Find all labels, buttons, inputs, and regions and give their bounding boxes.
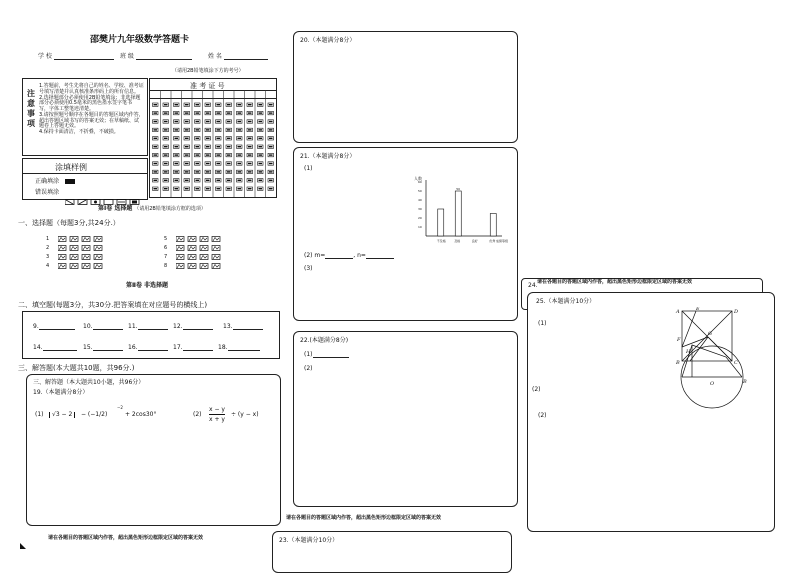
- bubble-mark-icon: [269, 112, 273, 113]
- bubble-mark-icon: [175, 129, 179, 130]
- mc-number: 2: [46, 245, 50, 251]
- option-letter-icon: [71, 265, 77, 269]
- bubble-mark-icon: [175, 104, 179, 105]
- bubble-mark-icon: [185, 180, 189, 181]
- bubble-mark-icon: [185, 112, 189, 113]
- bubble-mark-icon: [196, 112, 200, 113]
- option-letter-icon: [59, 265, 65, 269]
- bubble-mark-icon: [154, 163, 158, 164]
- notice-line: 号填写清楚并认真核准条形码上的所有信息。: [39, 88, 140, 95]
- q21-p3: (3): [304, 265, 313, 272]
- blank-12[interactable]: [173, 323, 213, 330]
- bubble-mark-icon: [269, 171, 273, 172]
- q19-title: 19.（本题满分8分）: [33, 389, 89, 396]
- option-letter-icon: [189, 265, 195, 269]
- fill-example-box: [22, 158, 148, 200]
- bubble-mark-icon: [175, 171, 179, 172]
- blank-label: 13.: [223, 323, 233, 330]
- blank-17[interactable]: [173, 344, 213, 351]
- bubble-mark-icon: [248, 129, 252, 130]
- bubble-mark-icon: [238, 121, 242, 122]
- bubble-mark-icon: [164, 171, 168, 172]
- blank-10[interactable]: [83, 323, 123, 330]
- y-axis-label: 人数: [414, 176, 422, 181]
- q25-p3: (2): [538, 412, 547, 419]
- bubble-mark-icon: [227, 171, 231, 172]
- option-letter-icon: [189, 238, 195, 242]
- blank-label: 16.: [128, 344, 138, 351]
- bubble-mark-icon: [154, 138, 158, 139]
- bubble-mark-icon: [217, 138, 221, 139]
- bubble-mark-icon: [238, 146, 242, 147]
- y-tick-label: 60: [418, 180, 422, 184]
- bubble-mark-icon: [185, 138, 189, 139]
- option-letter-icon: [213, 247, 219, 251]
- option-letter-icon: [177, 256, 183, 260]
- q22-p1-label: (1): [304, 351, 313, 358]
- notice-line: 2.选择题部分必须使用2B铅笔填涂；非选择题: [39, 94, 141, 101]
- bubble-mark-icon: [227, 146, 231, 147]
- bubble-mark-icon: [269, 121, 273, 122]
- bubble-mark-icon: [248, 188, 252, 189]
- q22-title: 22.(本题满分8分): [300, 337, 349, 344]
- option-letter-icon: [189, 256, 195, 260]
- y-tick-label: 30: [418, 207, 422, 211]
- bubble-mark-icon: [227, 163, 231, 164]
- q20-title: 20.（本题满分8分）: [300, 37, 356, 44]
- bubble-mark-icon: [154, 154, 158, 155]
- bubble-mark-icon: [238, 188, 242, 189]
- notice-line: 题卷上答题无效。: [39, 123, 80, 130]
- bubble-mark-icon: [238, 104, 242, 105]
- mc-bubbles-right[interactable]: [176, 236, 236, 272]
- bubble-mark-icon: [196, 104, 200, 105]
- q25-title: 25.（本题满分10分）: [536, 298, 596, 305]
- corner-mark-icon: [20, 534, 26, 540]
- label-e: E: [696, 307, 700, 312]
- part1-heading: [98, 206, 206, 212]
- bubble-mark-icon: [248, 138, 252, 139]
- bubble-mark-icon: [164, 188, 168, 189]
- bubble-mark-icon: [227, 129, 231, 130]
- option-letter-icon: [83, 238, 89, 242]
- blank-label: 14.: [33, 344, 43, 351]
- bubble-mark-icon: [196, 163, 200, 164]
- bubble-mark-icon: [154, 129, 158, 130]
- option-letter-icon: [201, 256, 207, 260]
- bubble-mark-icon: [154, 104, 158, 105]
- mc-number: 3: [46, 254, 50, 260]
- bubble-mark-icon: [248, 154, 252, 155]
- answer-box-22[interactable]: [293, 331, 518, 507]
- option-letter-icon: [59, 238, 65, 242]
- bubble-mark-icon: [238, 129, 242, 130]
- bubble-mark-icon: [259, 171, 263, 172]
- bubble-mark-icon: [248, 104, 252, 105]
- bubble-mark-icon: [259, 180, 263, 181]
- q23-title: 23.（本题满分10分）: [279, 537, 339, 544]
- mc-number: 7: [164, 254, 168, 260]
- label-o: O: [710, 381, 715, 387]
- correct-fill-mark: [65, 179, 75, 184]
- bubble-mark-icon: [196, 138, 200, 139]
- blank-label: 18.: [218, 344, 228, 351]
- q19-p2-denominator: x + y: [209, 416, 225, 423]
- bubble-mark-icon: [196, 171, 200, 172]
- bubble-mark-icon: [227, 138, 231, 139]
- bubble-mark-icon: [175, 154, 179, 155]
- bubble-mark-icon: [175, 188, 179, 189]
- bubble-mark-icon: [196, 180, 200, 181]
- x-axis-label: 成绩等级: [496, 239, 509, 243]
- blank-15[interactable]: [83, 344, 123, 351]
- q21-p2[interactable]: [304, 252, 394, 259]
- option-letter-icon: [177, 265, 183, 269]
- bubble-mark-icon: [217, 112, 221, 113]
- blank-14[interactable]: [33, 344, 77, 351]
- bubble-mark-icon: [269, 138, 273, 139]
- y-tick-label: 10: [418, 225, 422, 229]
- bubble-mark-icon: [238, 180, 242, 181]
- bubble-mark-icon: [217, 163, 221, 164]
- bubble-mark-icon: [269, 180, 273, 181]
- blank-label: 12.: [173, 323, 183, 330]
- mc-bubbles-left[interactable]: [58, 236, 118, 272]
- mc-section-title: 一、选择题（每题3分,共24分.）: [18, 219, 120, 227]
- q22-p2: (2): [304, 365, 313, 372]
- class-field[interactable]: [120, 53, 192, 60]
- bubble-mark-icon: [175, 112, 179, 113]
- bubble-mark-icon: [185, 121, 189, 122]
- bubble-mark-icon: [238, 138, 242, 139]
- q24-title: 24.: [528, 282, 538, 289]
- bubble-mark-icon: [206, 154, 210, 155]
- fill-blank-box: [22, 311, 280, 359]
- mc-group-left[interactable]: [46, 236, 136, 276]
- q19-head: 三、解答题（本大题共10小题，共96分）: [33, 379, 145, 386]
- q19-p2-numerator: x − y: [209, 406, 225, 413]
- q22-p1[interactable]: [304, 351, 349, 358]
- bubble-mark-icon: [248, 112, 252, 113]
- bubble-mark-icon: [248, 171, 252, 172]
- bubble-mark-icon: [217, 146, 221, 147]
- q21-n-label: , n=: [353, 252, 366, 259]
- answer-box-23[interactable]: [272, 531, 512, 573]
- bubble-mark-icon: [269, 129, 273, 130]
- option-letter-icon: [201, 265, 207, 269]
- bubble-mark-icon: [238, 154, 242, 155]
- fill-example-title: 涂填样例: [55, 163, 87, 172]
- q19-p1-power: − (−1/2): [81, 411, 108, 418]
- bubble-mark-icon: [164, 163, 168, 164]
- mc-group-right[interactable]: [164, 236, 254, 276]
- bubble-mark-icon: [238, 163, 242, 164]
- bubble-mark-icon: [175, 146, 179, 147]
- name-label: 姓 名: [208, 53, 222, 60]
- notice-line: 4.保持卡面清洁，不折叠，不破损。: [39, 129, 119, 135]
- label-c: C: [734, 360, 738, 366]
- q19-p1-exponent: −2: [117, 405, 123, 410]
- option-letter-icon: [83, 247, 89, 251]
- q21-title: 21.（本题满分8分）: [300, 153, 356, 160]
- bubble-mark-icon: [259, 112, 263, 113]
- bubble-mark-icon: [185, 129, 189, 130]
- bubble-mark-icon: [206, 112, 210, 113]
- label-b2: B: [743, 379, 747, 385]
- notice-label: 注意事项: [27, 89, 35, 128]
- bubble-mark-icon: [164, 112, 168, 113]
- q25-p1: (1): [538, 320, 547, 327]
- bubble-mark-icon: [206, 163, 210, 164]
- mc-number: 5: [164, 236, 168, 242]
- bubble-mark-icon: [206, 188, 210, 189]
- bubble-mark-icon: [196, 129, 200, 130]
- bubble-mark-icon: [259, 154, 263, 155]
- bubble-mark-icon: [154, 180, 158, 181]
- bubble-mark-icon: [185, 104, 189, 105]
- bubble-mark-icon: [248, 163, 252, 164]
- label-f: F: [677, 337, 681, 343]
- wrong-fill-label: 错误填涂: [35, 189, 60, 196]
- bubble-mark-icon: [154, 112, 158, 113]
- notice-line: 写，字体工整笔迹清楚。: [39, 106, 95, 112]
- part2-title: 第Ⅱ卷 非选择题: [126, 282, 169, 289]
- answer-box-21[interactable]: [293, 147, 518, 321]
- bubble-mark-icon: [185, 171, 189, 172]
- option-letter-icon: [201, 238, 207, 242]
- part1-title: 第Ⅰ卷 选择题: [98, 205, 133, 212]
- bubble-mark-icon: [196, 121, 200, 122]
- option-letter-icon: [177, 247, 183, 251]
- bubble-mark-icon: [259, 188, 263, 189]
- option-letter-icon: [213, 256, 219, 260]
- option-letter-icon: [95, 238, 101, 242]
- blank-13[interactable]: [223, 323, 263, 330]
- bubble-mark-icon: [227, 104, 231, 105]
- q19-p2-label: (2): [193, 411, 202, 418]
- blank-16[interactable]: [128, 344, 168, 351]
- bar: [455, 191, 461, 236]
- bubble-mark-icon: [175, 121, 179, 122]
- bubble-mark-icon: [206, 180, 210, 181]
- bubble-mark-icon: [206, 146, 210, 147]
- bar: [490, 214, 496, 237]
- blank-label: 11.: [128, 323, 138, 330]
- bubble-mark-icon: [164, 154, 168, 155]
- answer-box-25[interactable]: [527, 292, 775, 532]
- name-field[interactable]: [208, 53, 268, 60]
- bubble-mark-icon: [269, 104, 273, 105]
- label-b: B: [676, 360, 680, 366]
- bubble-mark-icon: [164, 138, 168, 139]
- mc-number: 8: [164, 263, 168, 269]
- bubble-mark-icon: [259, 129, 263, 130]
- y-tick-label: 40: [418, 198, 422, 202]
- bubble-mark-icon: [217, 180, 221, 181]
- bubble-mark-icon: [227, 188, 231, 189]
- y-tick-label: 50: [418, 189, 422, 193]
- footer-note-left: 请在各题目的答题区域内作答，超出黑色矩形边框限定区域的答案无效: [48, 535, 204, 541]
- footer-note-middle: 请在各题目的答题区域内作答，超出黑色矩形边框限定区域的答案无效: [286, 515, 442, 521]
- bubble-mark-icon: [269, 154, 273, 155]
- q21-p1: (1): [304, 165, 313, 172]
- bubble-mark-icon: [196, 188, 200, 189]
- bubble-mark-icon: [154, 188, 158, 189]
- bubble-mark-icon: [185, 188, 189, 189]
- option-letter-icon: [71, 247, 77, 251]
- bubble-mark-icon: [227, 121, 231, 122]
- bubble-mark-icon: [269, 146, 273, 147]
- option-letter-icon: [83, 256, 89, 260]
- geometry-figure: [668, 307, 758, 421]
- notice-lines: [39, 84, 144, 136]
- blank-label: 9.: [33, 323, 39, 330]
- exam-no-grid[interactable]: [149, 78, 277, 198]
- answer-box-20[interactable]: [293, 31, 518, 143]
- bubble-mark-icon: [196, 146, 200, 147]
- bubble-mark-icon: [248, 146, 252, 147]
- bubble-mark-icon: [206, 129, 210, 130]
- mc-number: 6: [164, 245, 168, 251]
- q25-p2: (2): [532, 386, 541, 393]
- blank-label: 10.: [83, 323, 93, 330]
- x-tick-label: 优秀: [489, 239, 496, 243]
- option-letter-icon: [71, 256, 77, 260]
- blank-label: 17.: [173, 344, 183, 351]
- bubble-mark-icon: [164, 129, 168, 130]
- bubble-mark-icon: [217, 121, 221, 122]
- q19-p1-label: (1): [35, 411, 44, 418]
- part1-hint: （请用2B铅笔填涂方框的选项）: [134, 206, 206, 212]
- bubble-mark-icon: [164, 180, 168, 181]
- notice-box: [22, 78, 148, 156]
- bubble-mark-icon: [164, 104, 168, 105]
- option-letter-icon: [59, 256, 65, 260]
- option-letter-icon: [71, 238, 77, 242]
- option-letter-icon: [95, 247, 101, 251]
- bubble-mark-icon: [154, 146, 158, 147]
- bubble-mark-icon: [175, 163, 179, 164]
- bubble-mark-icon: [217, 154, 221, 155]
- label-a: A: [676, 309, 680, 315]
- bubble-mark-icon: [259, 104, 263, 105]
- notice-line: 部分必须使用0.5毫米的黑色墨水签字笔书: [39, 100, 132, 107]
- option-letter-icon: [59, 247, 65, 251]
- bubble-mark-icon: [175, 180, 179, 181]
- option-letter-icon: [213, 265, 219, 269]
- exam-no-hint: （请用2B铅笔填涂下方的考号）: [172, 68, 244, 74]
- label-d: D: [734, 309, 739, 315]
- bubble-mark-icon: [259, 163, 263, 164]
- x-tick-label: 不及格: [436, 239, 446, 243]
- bubble-mark-icon: [238, 171, 242, 172]
- option-letter-icon: [189, 247, 195, 251]
- bubble-mark-icon: [259, 146, 263, 147]
- notice-line: 超出答题区域书写的答案无效；在草稿纸、试: [39, 117, 140, 124]
- bubble-mark-icon: [269, 163, 273, 164]
- x-tick-label: 良好: [471, 239, 478, 243]
- bubble-mark-icon: [164, 121, 168, 122]
- blank-18[interactable]: [218, 344, 260, 351]
- bubble-mark-icon: [217, 104, 221, 105]
- label-g: G: [708, 331, 712, 337]
- mc-number: 1: [46, 236, 50, 242]
- blank-11[interactable]: [128, 323, 168, 330]
- q19-p2-tail: ÷ (y − x): [231, 411, 259, 418]
- exam-no-bubbles[interactable]: [150, 79, 276, 197]
- bar: [438, 209, 444, 236]
- bubble-mark-icon: [248, 180, 252, 181]
- bubble-mark-icon: [154, 171, 158, 172]
- bubble-mark-icon: [185, 163, 189, 164]
- bubble-mark-icon: [154, 121, 158, 122]
- mc-number: 4: [46, 263, 50, 269]
- option-letter-icon: [201, 247, 207, 251]
- bubble-mark-icon: [227, 180, 231, 181]
- bubble-mark-icon: [185, 146, 189, 147]
- q19-p1-cos: + 2cos30°: [125, 411, 157, 418]
- bubble-mark-icon: [196, 154, 200, 155]
- bubble-mark-icon: [217, 171, 221, 172]
- exam-no-title: 准 考 证 号: [190, 82, 225, 90]
- bubble-mark-icon: [206, 121, 210, 122]
- q21-m-label: (2) m=: [304, 252, 326, 259]
- bubble-mark-icon: [248, 121, 252, 122]
- q19-p1-abs: √3 − 2: [49, 412, 75, 418]
- bubble-mark-icon: [175, 138, 179, 139]
- bubble-mark-icon: [217, 188, 221, 189]
- school-field[interactable]: [38, 53, 114, 60]
- notice-line: 3.请按照题号顺序在各题目的答题区域内作答，: [39, 111, 144, 118]
- blank-label: 15.: [83, 344, 93, 351]
- bubble-mark-icon: [269, 188, 273, 189]
- bubble-mark-icon: [259, 138, 263, 139]
- bubble-mark-icon: [227, 112, 231, 113]
- option-letter-icon: [213, 238, 219, 242]
- wrong-fill-marks: [65, 190, 145, 196]
- bubble-mark-icon: [164, 146, 168, 147]
- data-label: 50: [456, 187, 461, 191]
- option-letter-icon: [83, 265, 89, 269]
- answer-box-19[interactable]: [26, 374, 281, 526]
- notice-line: 1.答题前，考生先将自己的姓名、学校、准考证: [39, 83, 144, 89]
- bar-chart: [412, 176, 510, 248]
- blank-9[interactable]: [33, 323, 75, 330]
- school-label: 学 校: [38, 53, 52, 60]
- option-letter-icon: [177, 238, 183, 242]
- bubble-mark-icon: [259, 121, 263, 122]
- bubble-mark-icon: [227, 154, 231, 155]
- bubble-mark-icon: [185, 154, 189, 155]
- fill-section-title: 二、填空题(每题3分，共30分.把答案填在对应题号的横线上): [18, 301, 208, 309]
- bubble-mark-icon: [206, 104, 210, 105]
- page-title: 邵樊片九年级数学答题卡: [90, 35, 190, 45]
- y-tick-label: 20: [418, 216, 422, 220]
- option-letter-icon: [95, 256, 101, 260]
- option-letter-icon: [95, 265, 101, 269]
- x-tick-label: 及格: [454, 239, 461, 243]
- bubble-mark-icon: [206, 171, 210, 172]
- correct-fill-label: 正确填涂: [35, 178, 60, 185]
- bubble-mark-icon: [238, 112, 242, 113]
- bubble-mark-icon: [206, 138, 210, 139]
- label-h: H: [686, 349, 691, 355]
- footer-note-right: 请在各题目的答题区域内作答，超出黑色矩形边框限定区域的答案无效: [537, 279, 693, 285]
- class-label: 班 级: [120, 53, 134, 60]
- bubble-mark-icon: [217, 129, 221, 130]
- solve-section-title: 三、解答题(本大题共10题，共96分.): [18, 364, 135, 372]
